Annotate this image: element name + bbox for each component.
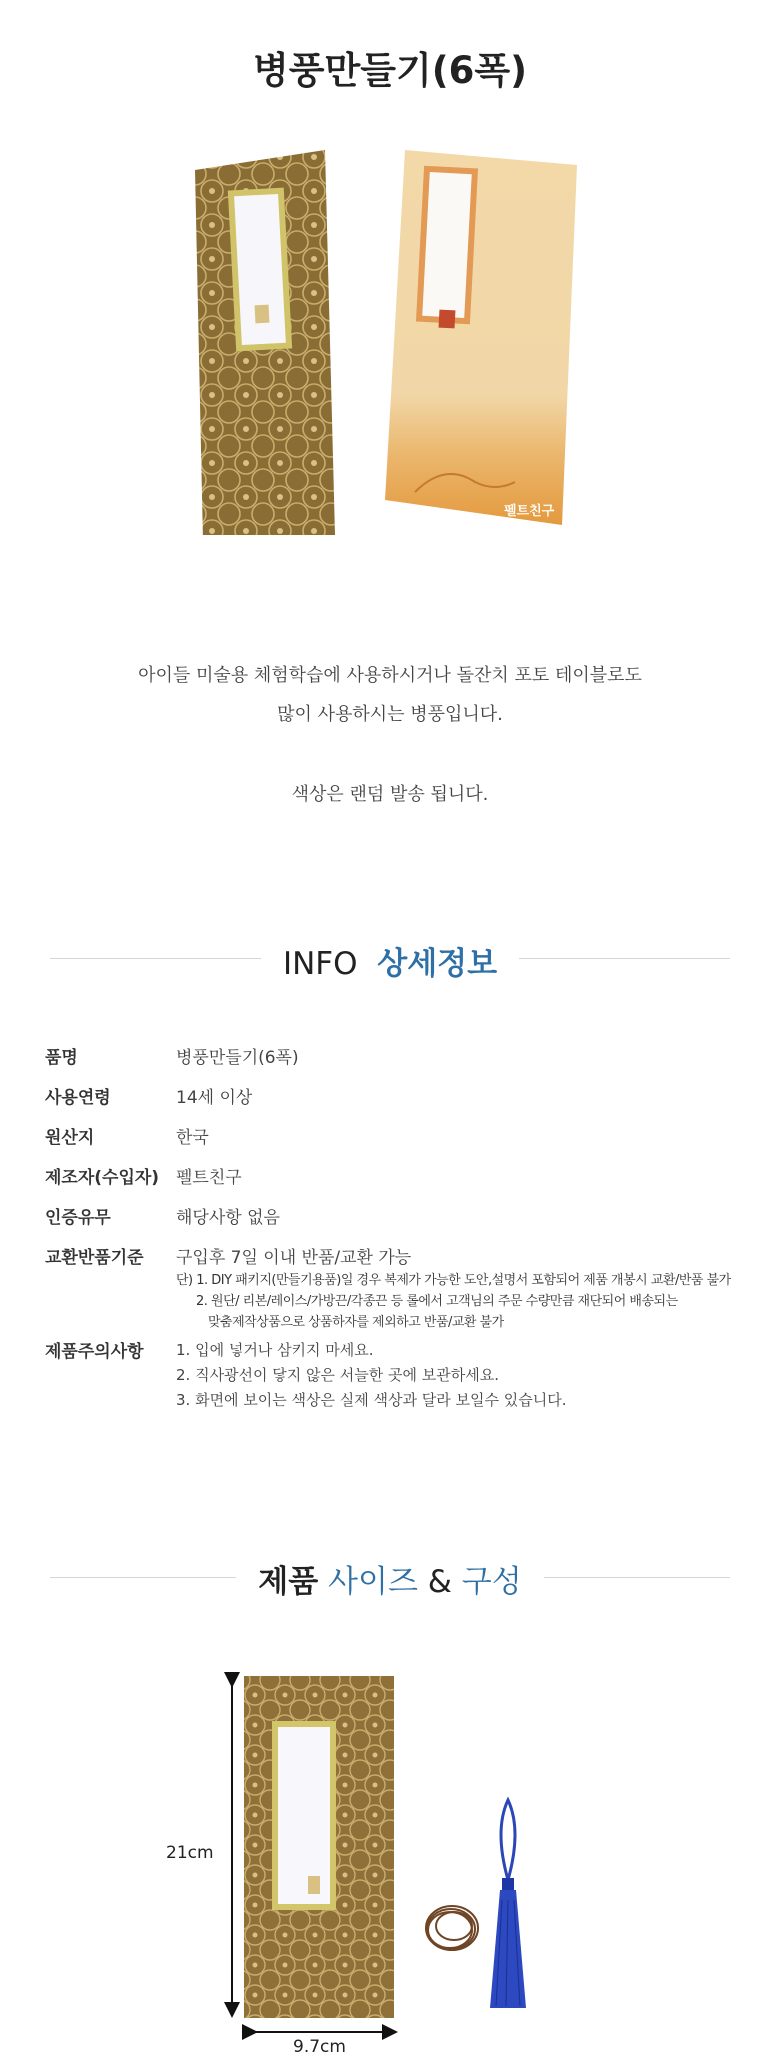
height-label: 21cm (166, 1843, 214, 1863)
info-label-origin: 원산지 (45, 1128, 95, 1148)
watermark-text: 펠트친구 (504, 504, 555, 519)
info-label-name: 품명 (45, 1048, 78, 1068)
info-value-age: 14세 이상 (176, 1088, 253, 1108)
description-line-2: 많이 사용하시는 병풍입니다. (277, 704, 503, 725)
info-value-origin: 한국 (176, 1128, 209, 1148)
info-heading-main: 상세정보 (377, 946, 498, 982)
caution-note-2: 2. 직사광선이 닿지 않은 서늘한 곳에 보관하세요. (176, 1366, 499, 1384)
info-value-name: 병풍만들기(6폭) (176, 1048, 299, 1068)
size-diagram (150, 1650, 580, 2050)
screen-panel (244, 1676, 394, 2018)
description-line-3: 색상은 랜덤 발송 됩니다. (291, 784, 489, 805)
info-heading-prefix: INFO (282, 946, 358, 982)
info-label-age: 사용연령 (45, 1088, 111, 1108)
tassel (490, 1800, 526, 2008)
info-label-cert: 인증유무 (45, 1208, 111, 1228)
size-heading (0, 1556, 780, 1601)
paper-screen-card (385, 150, 577, 525)
info-label-caution: 제품주의사항 (45, 1342, 144, 1362)
cord-coil (426, 1906, 478, 1950)
caution-note-1: 1. 입에 넣거나 삼키지 마세요. (176, 1341, 374, 1359)
caution-note-3: 3. 화면에 보이는 색상은 실제 색상과 달라 보일수 있습니다. (176, 1391, 567, 1409)
size-heading-part4: 구성 (461, 1564, 522, 1600)
info-heading (0, 938, 780, 983)
info-value-maker: 펠트친구 (176, 1168, 242, 1188)
info-value-cert: 해당사항 없음 (176, 1208, 280, 1228)
info-label-exchange: 교환반품기준 (45, 1248, 144, 1268)
page-title: 병풍만들기(6폭) (252, 49, 528, 92)
info-value-exchange: 구입후 7일 이내 반품/교환 가능 (176, 1248, 412, 1268)
product-photo (195, 140, 590, 535)
size-heading-part3: & (427, 1564, 452, 1600)
exchange-note-3: 맞춤제작상품으로 상품하자를 제외하고 반품/교환 불가 (208, 1315, 504, 1330)
info-label-maker: 제조자(수입자) (45, 1168, 160, 1188)
width-label: 9.7cm (293, 2037, 346, 2057)
description-line-1: 아이들 미술용 체험학습에 사용하시거나 돌잔치 포토 테이블로도 (138, 665, 642, 686)
size-heading-part2: 사이즈 (328, 1564, 418, 1600)
exchange-note-2: 2. 원단/ 리본/레이스/가방끈/각종끈 등 롤에서 고객님의 주문 수량만큼 재단되어 배송되는 (196, 1294, 678, 1309)
lattice-screen-card (195, 150, 335, 535)
size-heading-part1: 제품 (258, 1564, 319, 1600)
exchange-note-1: 단) 1. DIY 패키지(만들기용품)일 경우 복제가 가능한 도안,설명서 포함되어 제품 개봉시 교환/반품 불가 (176, 1273, 731, 1288)
